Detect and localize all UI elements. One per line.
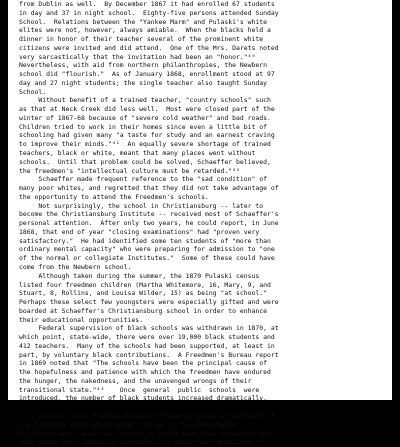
document-line: 1868, that end of year "closing examinations" had "proven very (19, 227, 260, 236)
document-line: teachers, black or white, meant that many places went without (19, 149, 256, 158)
document-line: elites were not, however, always amiable. When the blacks held a (19, 26, 271, 35)
document-line: both races were "adapting themselves to their new conditions." (19, 438, 260, 447)
document-line: their educational opportunities. (19, 315, 144, 324)
document-line: School. Relations between the "Yankee Marm" and Pulaski's white (19, 17, 268, 26)
document-line: day and 27 night students; the single teacher also taught Sunday (19, 78, 268, 87)
document-line: the freedmen immediately after the war to be commendable. (19, 420, 240, 429)
document-line: Children tried to work in their homes since even a little bit of (19, 122, 268, 131)
document-text (19, 0, 383, 447)
document-line: in day and 37 in night school. Eighty-five persons attended Sunday (19, 8, 279, 17)
document-line: school did "flourish." As of January 1868, enrollment stood at 97 (19, 70, 275, 79)
document-line: ordinary mental capacity" who were preparing for admission to "one (19, 245, 275, 254)
document-line: Schaeffer made frequent reference to the "sad condition" of (19, 175, 268, 184)
document-line: 412 teachers. Many of the schools had been supported, at least in (19, 341, 275, 350)
document-line: Without benefit of a trained teacher, "country schools" such (19, 96, 271, 105)
document-page (8, 0, 392, 447)
document-line: come from the Newbern school. (19, 262, 132, 271)
document-line: very sarcastically that the invitation had been an "honor."⁴⁰ (19, 52, 256, 61)
document-line: in 1869 noted that "The schools have been the principal cause of (19, 359, 268, 368)
document-line: Federal supervision of black schools was withdrawn in 1870, at (19, 324, 279, 333)
document-line: introduced, the number of black students increased dramatically. (19, 394, 268, 403)
document-line: satisfactory." He had identified some ten students of "more than (19, 236, 271, 245)
document-line: Stuart, 8, Rollins, and Louisa Wilder, 15) as being "at school." (19, 289, 268, 298)
document-line: Relations were "about as cordial as could have been expected" and (19, 429, 271, 438)
document-line: schooling had given many "a taste for study and an earnest craving (19, 131, 275, 140)
document-line: as that at Neck Creek did less well. Most were closed part of the (19, 105, 275, 114)
paragraph-gap (19, 403, 383, 412)
document-line: schools. Until that problem could be solved, Schaeffer believed, (19, 157, 271, 166)
document-line: boarded at Schaeffer's Christiansburg school in order to enhance (19, 306, 268, 315)
document-line: part, by voluntary black contributions. A Freedmen's Bureau report (19, 350, 279, 359)
document-line: many poor whites, and regretted that they did not take advantage of (19, 184, 279, 193)
document-line: dinner in honor of their teacher several of the prominent white (19, 35, 264, 44)
document-line: the freedmen's "intellectual culture must be retarded."⁴² (19, 166, 240, 175)
document-line: citizens were invited and did attend. One of the Mrs. Darets noted (19, 43, 279, 52)
document-line: Nevertheless, with aid from northern philanthropies, the Newbern (19, 61, 268, 70)
document-line: winter of 1867-68 because of "severe cold weather" and bad roads. (19, 113, 271, 122)
document-line: the hunger, the nakedness, and the unavenged wrongs of their (19, 376, 252, 385)
document-line: of the normal or collegiate Institutes." Some of these could have (19, 254, 275, 263)
document-line: the opportunity to attend the Freedmen's schools. (19, 192, 209, 201)
document-line: to improve their minds."⁴¹ An equally severe shortage of trained (19, 140, 271, 149)
document-line: personal attention. After only two years, he could report, in June (19, 219, 279, 228)
document-line: from Dublin as well. By December 1867 it had enrolled 67 students (19, 0, 275, 8)
document-line: Overall, John Preston McConnell found Virginia's treatment of (19, 411, 275, 420)
document-line: Not surprisingly, the school in Christiansburg -- later to (19, 201, 264, 210)
document-line: become the Christiansburg Institute -- received most of Schaeffer's (19, 210, 279, 219)
document-line: listed four freedmen children (Martha Whitemore, 16, Mary, 9, and (19, 280, 271, 289)
document-line: which point, state-wide, there were over 19,000 black students and (19, 333, 275, 342)
document-line: the hopefulness and patience with which the freedmen have endured (19, 368, 271, 377)
document-line: Perhaps these select few youngsters were especially gifted and were (19, 298, 279, 307)
document-line: School. (19, 87, 47, 96)
document-line: transitional state."⁴³ Once general public schools were (19, 385, 260, 394)
document-line: Although taken during the summer, the 1870 Pulaski census (19, 271, 260, 280)
